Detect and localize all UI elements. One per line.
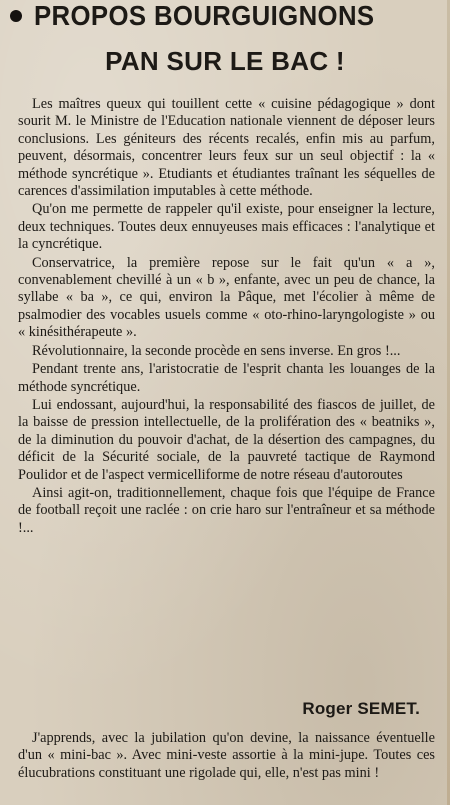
article-paragraph: Révolutionnaire, la seconde procède en sens inverse. En gros !... (32, 342, 401, 359)
article-paragraph: Ainsi agit-on, traditionnellement, chaque fois que l'équipe de France de football reçoit une raclée : on crie haro sur l'entraîneur et sa méthode !... (18, 484, 435, 536)
article-body (18, 96, 435, 537)
article-paragraph: Qu'on me permette de rappeler qu'il existe, pour enseigner la lecture, deux techniques. Toutes deux ennuyeuses mais efficaces : l'analytique et la cyncrétique. (18, 201, 435, 253)
bullet-icon (10, 10, 22, 22)
author-signature: Roger SEMET. (302, 699, 420, 718)
column-header (0, 0, 450, 32)
section-title: PROPOS BOURGUIGNONS (34, 0, 375, 31)
postscript-paragraph: J'apprends, avec la jubilation qu'on devine, la naissance éventuelle d'un « mini-bac ». Avec mini-veste assortie à la mini-jupe. Toutes ces élucubrations constituant une rigolade qui, elle, n'est pas mini ! (18, 730, 435, 781)
postscript (18, 730, 435, 782)
article-paragraph: Lui endossant, aujourd'hui, la responsabilité des fiascos de juillet, de la baisse de pression intellectuelle, de la prolifération des « beatniks », de la diminution du pouvoir d'achat, de la désertion des campagnes, du déficit de la Sécurité sociale, de la pauvreté tactique de Raymond Poulidor et de l'aspect vermicelliforme de notre réseau d'autoroutes (18, 396, 435, 483)
article-headline: PAN SUR LE BAC ! (105, 46, 345, 76)
article-paragraph: Pendant trente ans, l'aristocratie de l'esprit chanta les louanges de la méthode syncrétique. (18, 361, 435, 395)
article-paragraph: Conservatrice, la première repose sur le fait qu'un « a », convenablement chevillé à un « b », enfante, avec un peu de chance, la syllabe « ba », ce qui, environ la Pâque, met l'écolier à même de psalmodier des vocables usuels comme « oto-rhino-laryngologiste » ou « kinésithérapeute ». (18, 254, 435, 341)
article-paragraph: Les maîtres queux qui touillent cette « cuisine pédagogique » dont sourit M. le Ministre de l'Education nationale viennent de déposer leurs conclusions. Les géniteurs des récents recalés, enfin mis au parfum, peuvent, désormais, concentrer leurs feux sur un seul objectif : la « méthode syncrétique ». Etudiants et étudiantes traînant les séquelles de carences d'assimilation imputables à cette méthode. (18, 96, 435, 200)
